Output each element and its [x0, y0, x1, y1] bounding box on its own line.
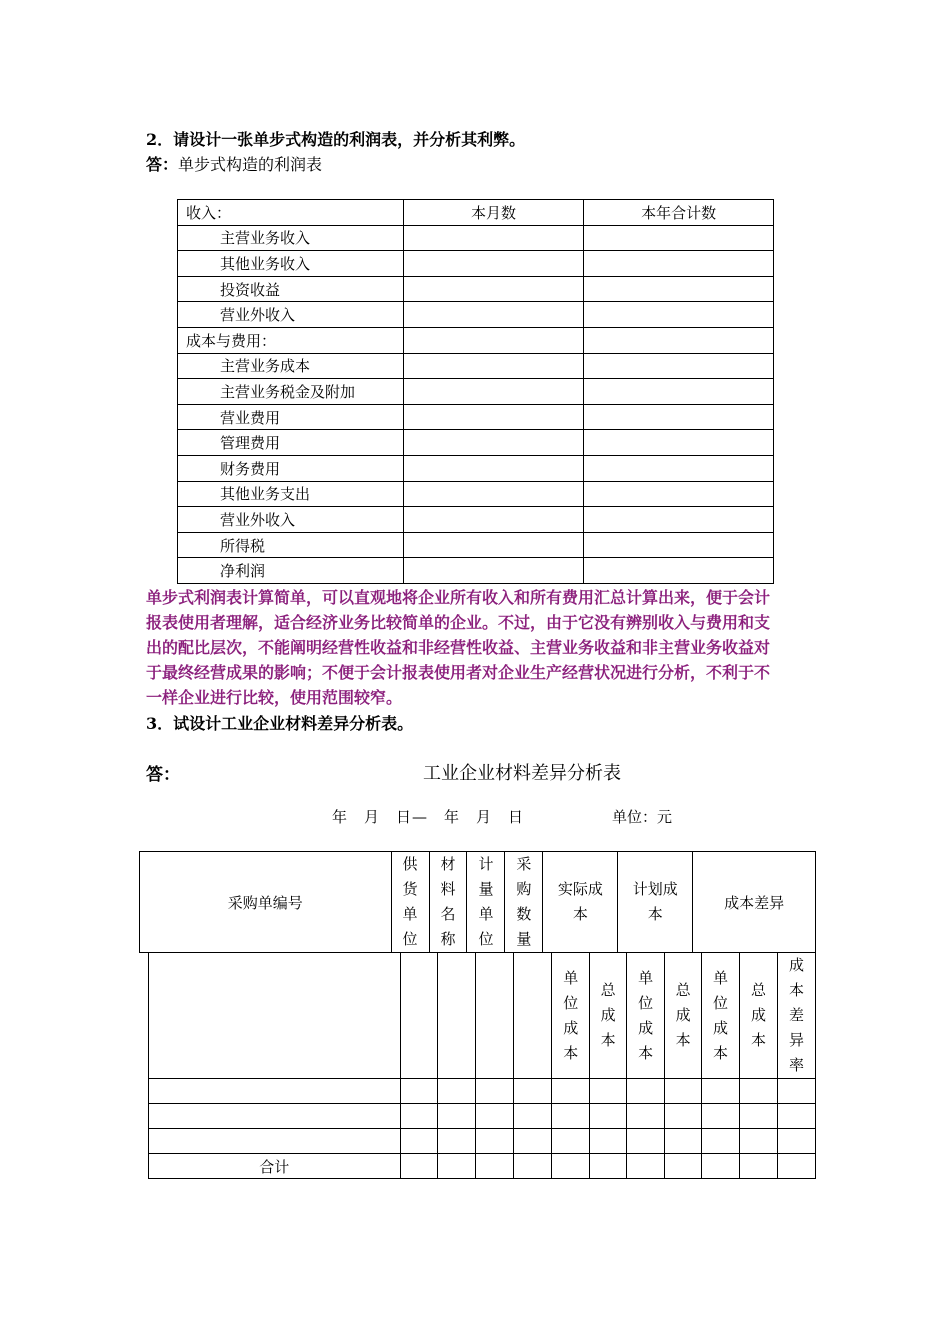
table-row: [178, 353, 774, 379]
empty-cell: [740, 1104, 778, 1129]
empty-cell: [552, 1104, 590, 1129]
char: 成: [750, 1006, 766, 1024]
empty-cell: [590, 1154, 627, 1179]
sub-header-plan-unit-cost: [627, 953, 665, 1079]
char: 货: [402, 880, 418, 898]
header-this-month: 本月数: [403, 200, 584, 226]
table-row: [178, 455, 774, 481]
material-body-table: [148, 952, 816, 1179]
empty-cell: [590, 1129, 627, 1154]
date-range-line: 年 月 日— 年 月 日: [332, 808, 525, 826]
header-plan-cost: [618, 852, 693, 953]
char: 单: [713, 968, 729, 987]
empty-cell: [403, 379, 584, 405]
sub-header-row: [149, 953, 816, 1079]
empty-cell: [584, 379, 774, 405]
empty-cell: [740, 1129, 778, 1154]
empty-cell: [584, 455, 774, 481]
row-label: 投资收益: [178, 276, 404, 302]
table-row: [178, 327, 774, 353]
empty-cell: [403, 404, 584, 430]
empty-cell: [403, 225, 584, 251]
empty-cell: [702, 1129, 740, 1154]
table-row: [178, 404, 774, 430]
empty-cell: [552, 1154, 590, 1179]
empty-cell: [584, 532, 774, 558]
empty-cell: [476, 953, 514, 1079]
char: 数: [516, 905, 532, 923]
header-measure-unit: [467, 852, 505, 953]
income-statement-table: [177, 199, 774, 584]
material-header-table: [139, 851, 816, 953]
q3-title: 3．试设计工业企业材料差异分析表。: [146, 714, 414, 733]
char: 位: [402, 930, 418, 948]
analysis-line: 报表使用者理解，适合经济业务比较简单的企业。不过，由于它没有辨别收入与费用和支: [146, 613, 771, 632]
table-row: [178, 251, 774, 277]
text-line: 实际成: [557, 880, 603, 898]
char: 本: [713, 1043, 729, 1062]
empty-cell: [400, 1079, 438, 1104]
sub-header-diff-total-cost: [740, 953, 778, 1079]
sub-header-diff-rate: [777, 953, 815, 1079]
material-data-rows: [149, 1079, 816, 1154]
empty-cell: [777, 1104, 815, 1129]
char: 成: [600, 1006, 616, 1024]
empty-cell: [590, 1079, 627, 1104]
row-label: 主营业务收入: [178, 225, 404, 251]
table-row: [149, 1104, 816, 1129]
char: 本: [675, 1031, 691, 1049]
empty-cell: [627, 1154, 665, 1179]
empty-cell: [149, 953, 401, 1079]
char: 量: [516, 930, 532, 948]
empty-cell: [702, 1079, 740, 1104]
empty-cell: [665, 1104, 702, 1129]
table-row: [178, 558, 774, 584]
empty-cell: [627, 1079, 665, 1104]
row-label: 财务费用: [178, 455, 404, 481]
header-cost-diff: 成本差异: [693, 852, 816, 953]
q2-title: 2．请设计一张单步式构造的利润表，并分析其利弊。: [146, 130, 526, 149]
header-year-total: 本年合计数: [584, 200, 774, 226]
char: 成: [713, 1018, 729, 1037]
char: 成: [638, 1018, 654, 1037]
empty-cell: [438, 1154, 476, 1179]
table-row: [178, 276, 774, 302]
q2-answer: [146, 152, 322, 175]
table-header-row: [140, 852, 816, 953]
empty-cell: [665, 1129, 702, 1154]
table-row: [178, 225, 774, 251]
row-label: 营业费用: [178, 404, 404, 430]
char: 本: [600, 1031, 616, 1049]
header-order-no: 采购单编号: [140, 852, 392, 953]
table-row: [149, 1129, 816, 1154]
row-label: 成本与费用：: [178, 327, 404, 353]
empty-cell: [403, 276, 584, 302]
empty-cell: [552, 1129, 590, 1154]
row-label: 净利润: [178, 558, 404, 584]
table-row: [178, 532, 774, 558]
total-label: 合计: [149, 1154, 401, 1179]
empty-cell: [403, 353, 584, 379]
empty-cell: [584, 302, 774, 328]
table-row: [178, 430, 774, 456]
empty-cell: [584, 558, 774, 584]
sub-header-actual-unit-cost: [552, 953, 590, 1079]
empty-cell: [777, 1129, 815, 1154]
empty-cell: [584, 430, 774, 456]
table-row: [178, 379, 774, 405]
empty-cell: [665, 1079, 702, 1104]
row-label: 所得税: [178, 532, 404, 558]
char: 总: [600, 981, 616, 999]
row-label: 其他业务支出: [178, 481, 404, 507]
char: 材: [440, 855, 456, 873]
table-row: [178, 507, 774, 533]
char: 位: [713, 993, 729, 1012]
header-income: 收入：: [178, 200, 404, 226]
row-label: 主营业务税金及附加: [178, 379, 404, 405]
empty-cell: [403, 455, 584, 481]
empty-cell: [476, 1104, 514, 1129]
empty-cell: [584, 404, 774, 430]
empty-cell: [149, 1079, 401, 1104]
empty-cell: [777, 1079, 815, 1104]
header-supplier: [391, 852, 429, 953]
text-line: 本: [572, 905, 588, 923]
empty-cell: [438, 953, 476, 1079]
empty-cell: [514, 1129, 552, 1154]
char: 单: [402, 905, 418, 923]
empty-cell: [584, 251, 774, 277]
analysis-line: 单步式利润表计算简单，可以直观地将企业所有收入和所有费用汇总计算出来，便于会计: [146, 588, 771, 607]
empty-cell: [403, 558, 584, 584]
analysis-line: 出的配比层次，不能阐明经营性收益和非经营性收益、主营业务收益和非主营业务收益对: [146, 638, 771, 657]
q3-answer-label: 答：: [146, 765, 180, 785]
empty-cell: [400, 1104, 438, 1129]
table-row: [178, 302, 774, 328]
empty-cell: [584, 225, 774, 251]
char: 单: [563, 968, 579, 987]
char: 成: [675, 1006, 691, 1024]
empty-cell: [476, 1154, 514, 1179]
char: 单: [478, 905, 494, 923]
char: 本: [563, 1043, 579, 1062]
char: 计: [478, 855, 494, 873]
empty-cell: [584, 353, 774, 379]
empty-cell: [403, 430, 584, 456]
analysis-line: 一样企业进行比较，使用范围较窄。: [146, 688, 403, 707]
char: 率: [788, 1056, 804, 1074]
char: 供: [402, 855, 418, 873]
sub-header-diff-unit-cost: [702, 953, 740, 1079]
unit-label: 单位：元: [612, 808, 673, 826]
char: 本: [788, 981, 804, 999]
char: 单: [638, 968, 654, 987]
char: 位: [638, 993, 654, 1012]
analysis-line: 于最终经营成果的影响；不便于会计报表使用者对企业生产经营状况进行分析，不利于不: [146, 663, 771, 682]
empty-cell: [740, 1154, 778, 1179]
empty-cell: [403, 302, 584, 328]
char: 成: [788, 956, 804, 974]
char: 位: [563, 993, 579, 1012]
char: 异: [788, 1031, 804, 1049]
empty-cell: [403, 327, 584, 353]
total-row: [149, 1154, 816, 1179]
empty-cell: [627, 1129, 665, 1154]
empty-cell: [403, 481, 584, 507]
char: 称: [440, 930, 456, 948]
row-label: 其他业务收入: [178, 251, 404, 277]
sub-header-actual-total-cost: [590, 953, 627, 1079]
empty-cell: [400, 1154, 438, 1179]
char: 采: [516, 855, 532, 873]
char: 名: [440, 905, 456, 923]
empty-cell: [590, 1104, 627, 1129]
empty-cell: [627, 1104, 665, 1129]
text-line: 本: [647, 905, 663, 923]
empty-cell: [400, 1129, 438, 1154]
income-table-body: [178, 200, 774, 584]
empty-cell: [476, 1129, 514, 1154]
char: 总: [675, 981, 691, 999]
row-label: 营业外收入: [178, 507, 404, 533]
char: 差: [788, 1006, 804, 1024]
row-label: 营业外收入: [178, 302, 404, 328]
empty-cell: [438, 1079, 476, 1104]
char: 购: [516, 880, 532, 898]
empty-cell: [514, 953, 552, 1079]
empty-cell: [149, 1129, 401, 1154]
empty-cell: [476, 1079, 514, 1104]
empty-cell: [665, 1154, 702, 1179]
empty-cell: [584, 327, 774, 353]
char: 总: [750, 981, 766, 999]
empty-cell: [400, 953, 438, 1079]
text-line: 计划成: [632, 880, 678, 898]
char: 本: [638, 1043, 654, 1062]
empty-cell: [702, 1154, 740, 1179]
row-label: 主营业务成本: [178, 353, 404, 379]
empty-cell: [438, 1129, 476, 1154]
empty-cell: [403, 251, 584, 277]
empty-cell: [584, 481, 774, 507]
q2-answer-label: 答：: [146, 155, 179, 174]
header-actual-cost: [543, 852, 618, 953]
empty-cell: [514, 1079, 552, 1104]
empty-cell: [740, 1079, 778, 1104]
empty-cell: [584, 507, 774, 533]
empty-cell: [584, 276, 774, 302]
empty-cell: [514, 1104, 552, 1129]
material-table-title: 工业企业材料差异分析表: [423, 763, 621, 784]
table-header-row: [178, 200, 774, 226]
header-purchase-qty: [505, 852, 543, 953]
char: 本: [750, 1031, 766, 1049]
q2-answer-text: 单步式构造的利润表: [178, 155, 323, 174]
empty-cell: [403, 507, 584, 533]
empty-cell: [438, 1104, 476, 1129]
char: 成: [563, 1018, 579, 1037]
empty-cell: [702, 1104, 740, 1129]
sub-header-plan-total-cost: [665, 953, 702, 1079]
empty-cell: [514, 1154, 552, 1179]
empty-cell: [552, 1079, 590, 1104]
table-row: [149, 1079, 816, 1104]
row-label: 管理费用: [178, 430, 404, 456]
table-row: [178, 481, 774, 507]
empty-cell: [403, 532, 584, 558]
char: 料: [440, 880, 456, 898]
char: 位: [478, 930, 494, 948]
header-material-name: [429, 852, 467, 953]
char: 量: [478, 880, 494, 898]
empty-cell: [777, 1154, 815, 1179]
analysis-paragraph: [146, 585, 816, 710]
empty-cell: [149, 1104, 401, 1129]
